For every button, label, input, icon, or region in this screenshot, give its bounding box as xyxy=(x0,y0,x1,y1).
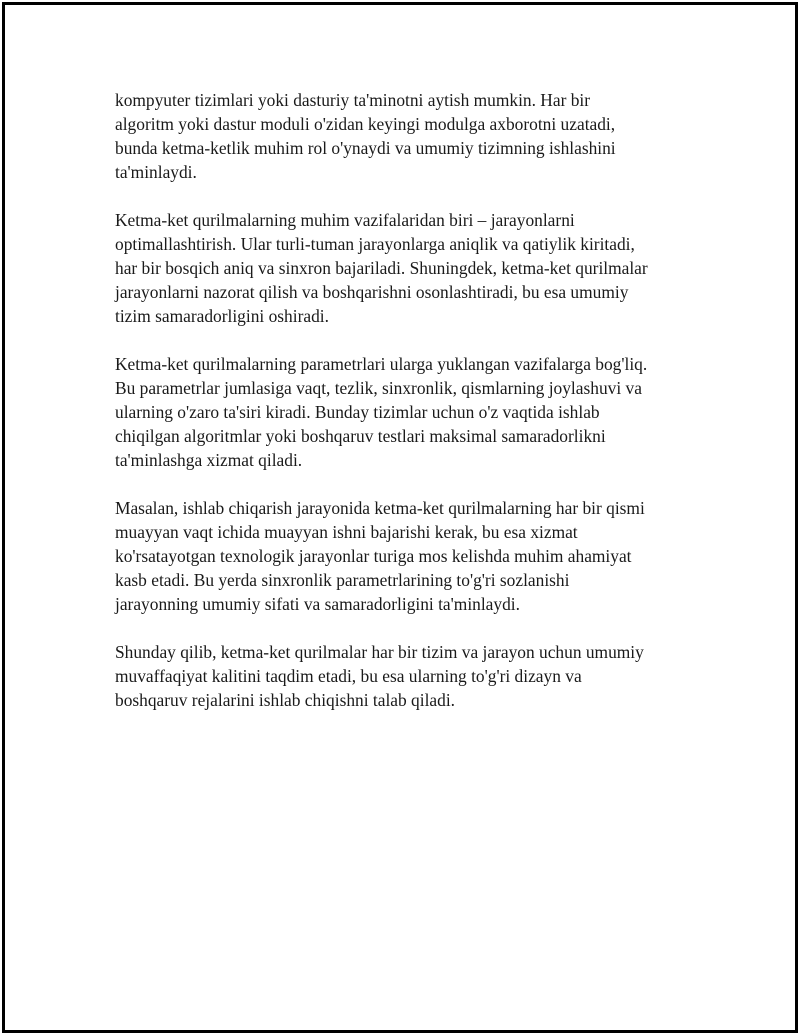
text-line: chiqilgan algoritmlar yoki boshqaruv testlari maksimal samaradorlikni xyxy=(115,426,606,446)
text-line: ko'rsatayotgan texnologik jarayonlar turiga mos kelishda muhim ahamiyat xyxy=(115,546,632,566)
paragraph-3 xyxy=(115,352,705,472)
text-line: Shunday qilib, ketma-ket qurilmalar har bir tizim va jarayon uchun umumiy xyxy=(115,642,644,662)
text-line: optimallashtirish. Ular turli-tuman jarayonlarga aniqlik va qatiylik kiritadi, xyxy=(115,234,635,254)
text-line: Masalan, ishlab chiqarish jarayonida ketma-ket qurilmalarning har bir qismi xyxy=(115,498,645,518)
text-line: muayyan vaqt ichida muayyan ishni bajarishi kerak, bu esa xizmat xyxy=(115,522,578,542)
text-line: har bir bosqich aniq va sinxron bajariladi. Shuningdek, ketma-ket qurilmalar xyxy=(115,258,648,278)
document-body xyxy=(115,88,705,736)
paragraph-4 xyxy=(115,496,705,616)
text-line: bunda ketma-ketlik muhim rol o'ynaydi va umumiy tizimning ishlashini xyxy=(115,138,616,158)
text-line: ularning o'zaro ta'siri kiradi. Bunday tizimlar uchun o'z vaqtida ishlab xyxy=(115,402,600,422)
text-line: Bu parametrlar jumlasiga vaqt, tezlik, sinxronlik, qismlarning joylashuvi va xyxy=(115,378,642,398)
text-line: ta'minlashga xizmat qiladi. xyxy=(115,450,303,470)
paragraph-2 xyxy=(115,208,705,328)
text-line: algoritm yoki dastur moduli o'zidan keyingi modulga axborotni uzatadi, xyxy=(115,114,616,134)
paragraph-5 xyxy=(115,640,705,712)
paragraph-1 xyxy=(115,88,705,184)
text-line: Ketma-ket qurilmalarning parametrlari ularga yuklangan vazifalarga bog'liq. xyxy=(115,354,648,374)
text-line: boshqaruv rejalarini ishlab chiqishni talab qiladi. xyxy=(115,690,456,710)
text-line: kasb etadi. Bu yerda sinxronlik parametrlarining to'g'ri sozlanishi xyxy=(115,570,570,590)
text-line: jarayonning umumiy sifati va samaradorligini ta'minlaydi. xyxy=(115,594,520,614)
text-line: muvaffaqiyat kalitini taqdim etadi, bu esa ularning to'g'ri dizayn va xyxy=(115,666,582,686)
text-line: Ketma-ket qurilmalarning muhim vazifalaridan biri – jarayonlarni xyxy=(115,210,575,230)
text-line: ta'minlaydi. xyxy=(115,162,197,182)
text-line: jarayonlarni nazorat qilish va boshqarishni osonlashtiradi, bu esa umumiy xyxy=(115,282,629,302)
text-line: tizim samaradorligini oshiradi. xyxy=(115,306,329,326)
text-line: kompyuter tizimlari yoki dasturiy ta'minotni aytish mumkin. Har bir xyxy=(115,90,591,110)
